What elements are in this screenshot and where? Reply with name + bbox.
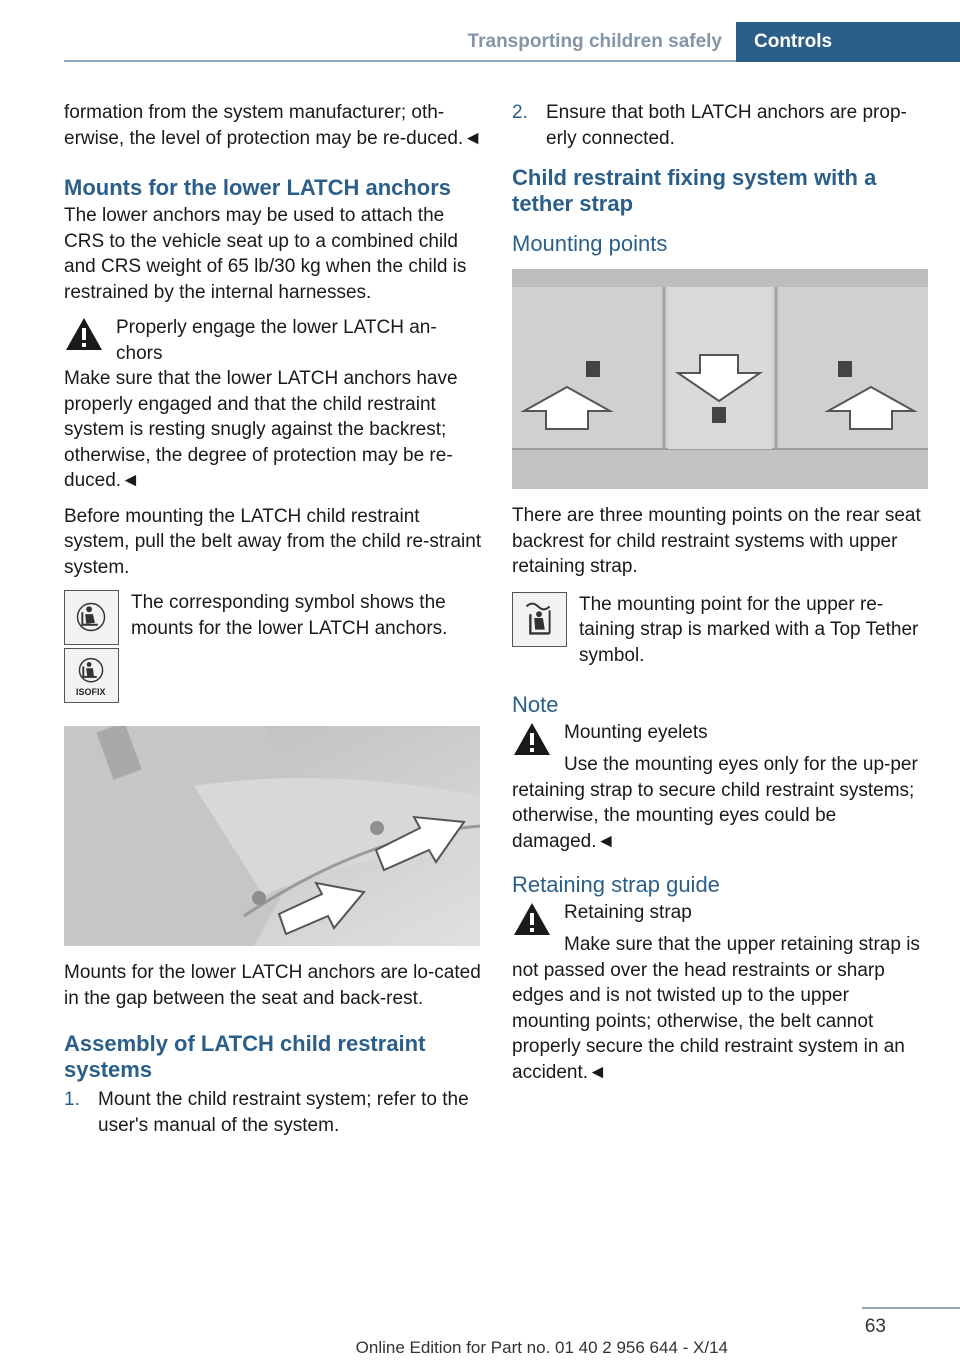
latch-symbol-row (64, 590, 482, 648)
warning-engage-anchors (64, 315, 482, 366)
top-tether-symbol-icon (512, 592, 567, 647)
footer-rule (862, 1307, 960, 1309)
isofix-label: ISOFIX (76, 687, 106, 697)
page-number: 63 (864, 1316, 886, 1337)
warning-retaining-strap (512, 900, 932, 940)
child-seat-symbol-icon (64, 590, 119, 645)
mounting-points-photo (512, 269, 928, 489)
heading-assembly: Assembly of LATCH child restraint systems (64, 1031, 426, 1082)
heading-lower-latch-mounts: Mounts for the lower LATCH anchors (64, 175, 452, 200)
warning-mounting-eyelets (512, 720, 932, 760)
warning-body: Make sure that the upper retaining strap is not passed over the head restraints or sharp edges and is not twisted up to the upper mounting points; otherwise, the belt cannot properly secure the child restraint system in an accident.◄ (512, 934, 920, 1083)
left-column (64, 100, 482, 1142)
top-tether-symbol-row (512, 592, 932, 669)
latch-symbol-text: The corresponding symbol shows the mounts for the lower LATCH anchors. (131, 592, 448, 639)
isofix-symbol-row (64, 648, 482, 708)
before-mounting-paragraph: Before mounting the LATCH child restraint system, pull the belt away from the child re-straint system. (64, 505, 482, 578)
warning-body: Use the mounting eyes only for the up-per retaining strap to secure child restraint systems; otherwise, the mounting eyes could be damaged.◄ (512, 754, 918, 852)
section-title: Transporting children safely (467, 31, 722, 52)
mounts-paragraph: The lower anchors may be used to attach the CRS to the vehicle seat up to a combined child and CRS weight of 65 lb/30 kg when the child is restrained by the internal harnesses. (64, 205, 467, 303)
warning-triangle-icon (512, 900, 552, 938)
warning-triangle-icon (64, 315, 104, 353)
warning-title: Properly engage the lower LATCH an-chors (116, 317, 437, 364)
step-2 (512, 100, 932, 151)
warning-title: Retaining strap (564, 902, 692, 923)
warning-triangle-icon (512, 720, 552, 758)
heading-tether-system: Child restraint fixing system with a tether strap (512, 165, 877, 216)
intro-paragraph: formation from the system manufacturer; oth-erwise, the level of protection may be re-duced.◄ (64, 102, 483, 149)
assembly-steps-left (64, 1087, 482, 1138)
chapter-tab[interactable]: Controls (736, 22, 960, 62)
step-number: 2. (512, 102, 528, 123)
step-1 (64, 1087, 482, 1138)
top-tether-text: The mounting point for the upper re-taining strap is marked with a Top Tether symbol. (579, 593, 919, 666)
step-text: Mount the child restraint system; refer to the user's manual of the system. (98, 1089, 469, 1136)
edition-note: Online Edition for Part no. 01 40 2 956 644 - X/14 (355, 1338, 728, 1357)
heading-note: Note (512, 692, 559, 717)
seat-gap-photo (64, 726, 480, 946)
step-text: Ensure that both LATCH anchors are prop-erly connected. (546, 102, 907, 149)
step-number: 1. (64, 1089, 80, 1110)
assembly-steps-right (512, 100, 932, 151)
warning-title: Mounting eyelets (564, 722, 708, 743)
warning-body: Make sure that the lower LATCH anchors have properly engaged and that the child restraint system is resting snugly against the backrest; otherwise, the degree of protection may be re-duced.◄ (64, 368, 458, 491)
heading-mounting-points: Mounting points (512, 231, 668, 256)
gap-paragraph: Mounts for the lower LATCH anchors are lo-cated in the gap between the seat and back-rest. (64, 962, 481, 1009)
heading-retaining-strap-guide: Retaining strap guide (512, 872, 720, 897)
three-points-paragraph: There are three mounting points on the rear seat backrest for child restraint systems with upper retaining strap. (512, 505, 921, 577)
right-column (512, 100, 932, 1095)
